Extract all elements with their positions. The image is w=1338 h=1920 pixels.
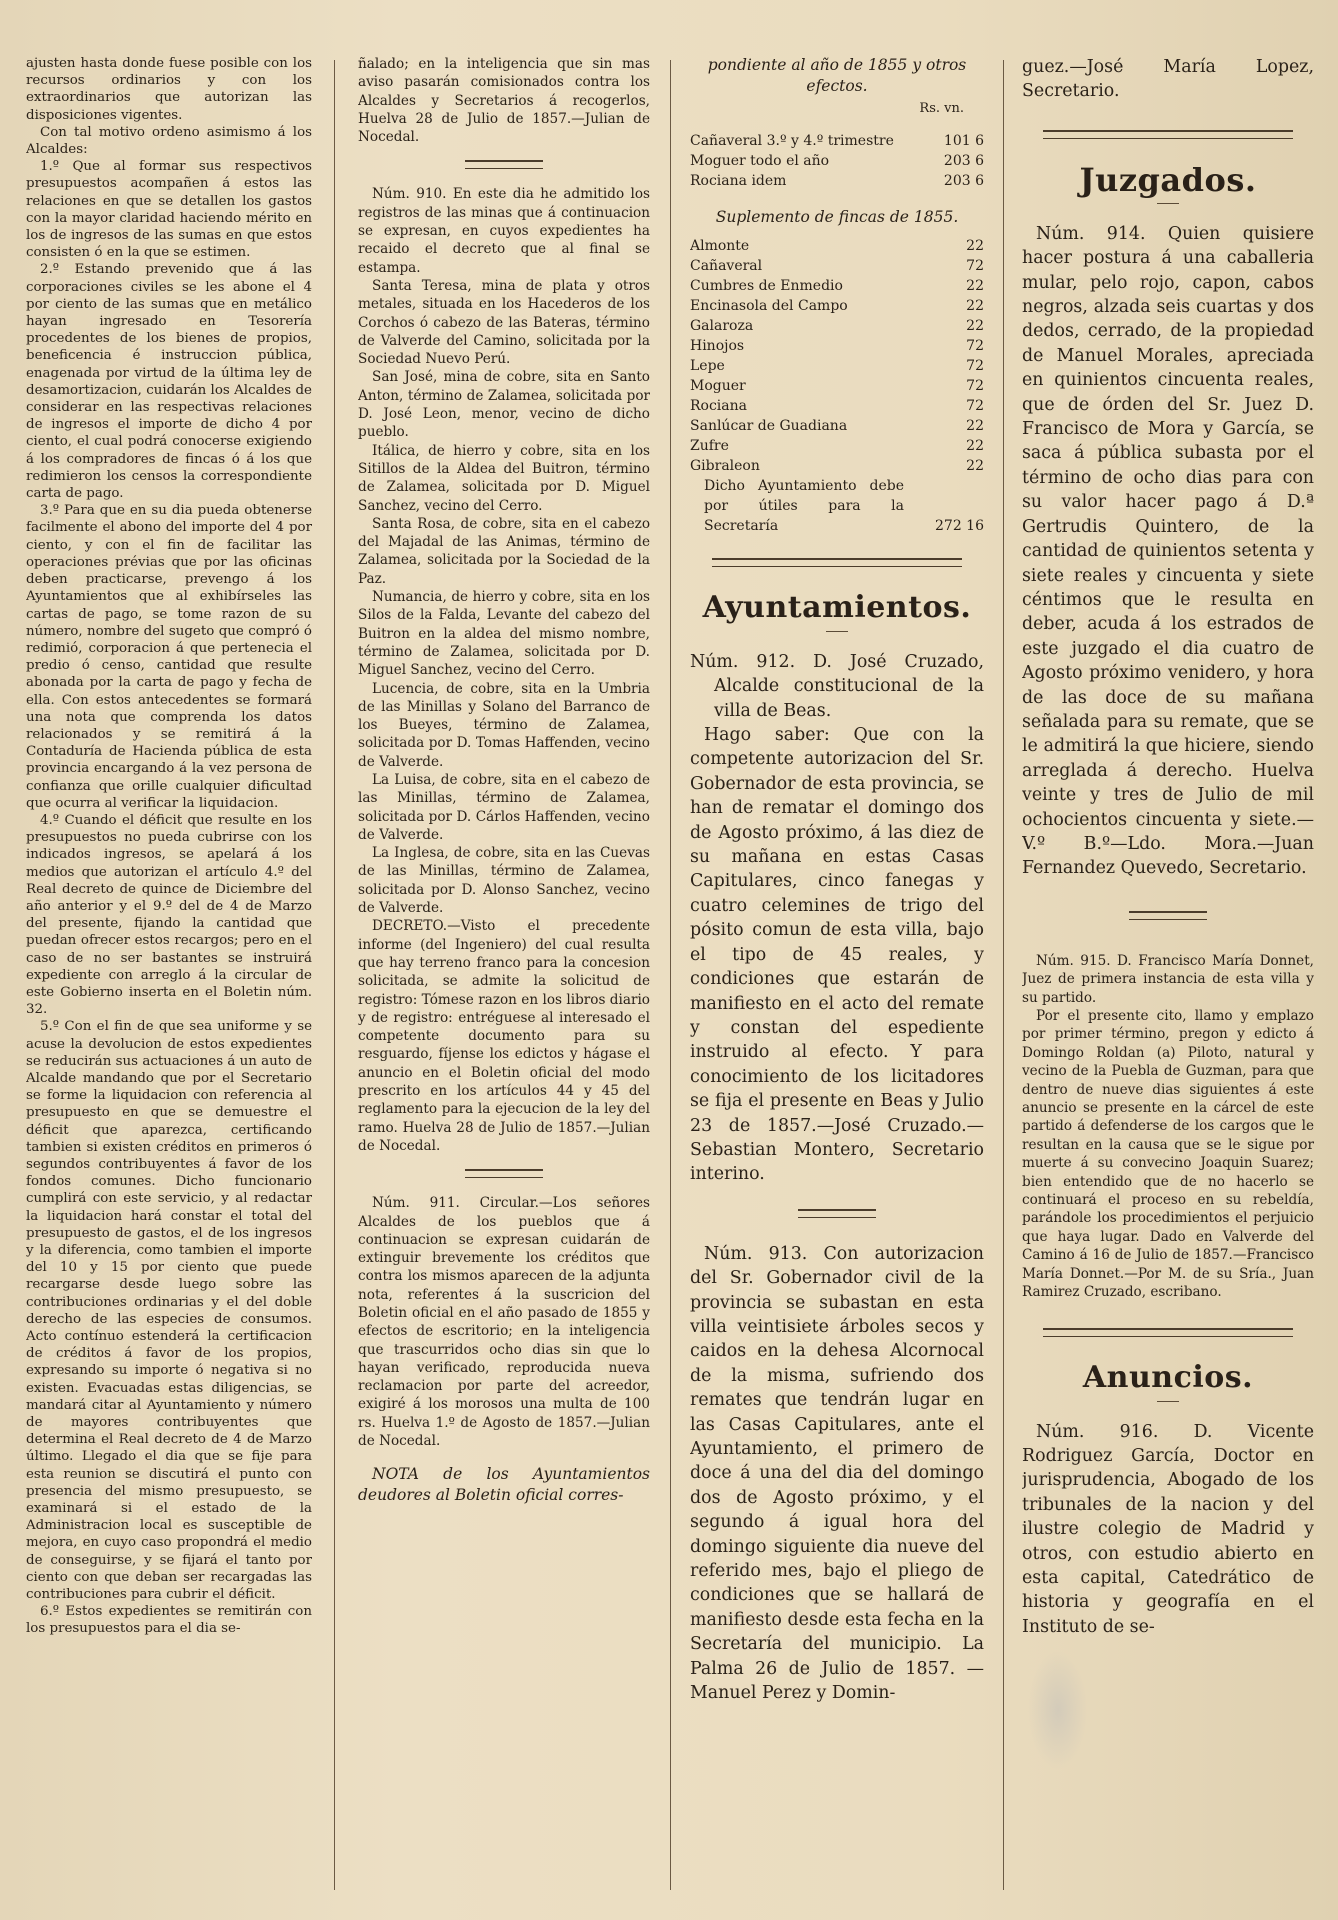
notice-912: Hago saber: Que con la competente autorizacion del Sr. Gobernador de esta provincia, se han de rematar el domingo dos de Agosto próximo, á las diez de su mañana en estas Casas Capitulares, cinco fanegas y cuatro celemines de trigo del pósito comun de esta villa, bajo el tipo de 45 reales, y condiciones que estarán de manifiesto en el acto del remate y constan del espediente instruido al efecto. Y para conocimiento de los licitadores se fija el presente en Beas y Julio 23 de 1857.—José Cruzado.—Sebastian Montero, Secretario interino. — [690, 725, 984, 1185]
row-value: 72 — [966, 257, 984, 274]
column-3 — [690, 55, 984, 1910]
table-row — [690, 336, 984, 356]
row-value: 22 — [966, 317, 984, 334]
notice-914: Núm. 914. Quien quisiere hacer postura á una caballeria mular, pelo rojo, capon, cabos negros, alzada seis cuartas y dos dedos, cerrado, de la propiedad de Manuel Morales, apreciada en quinientos cincuenta reales, que de órden del Sr. Juez D. Francisco de Mora y García, se saca á pública subasta por el término de ocho dias para con su valor hacer pago á D.ª Gertrudis Quintero, de la cantidad de quinientos setenta y siete reales y cincuenta y siete céntimos que le resulta en deber, acuda á los estrados de este juzgado el dia cuatro de Agosto próximo venidero, y hora de las doce de su mañana señalada para su remate, que se le admitirá la que hiciere, siendo arreglada á derecho. Huelva veinte y tres de Julio de mil ochocientos cincuenta y siete.—V.º B.º—Ldo. Mora.—Juan Fernandez Quevedo, Secretario. — [1022, 223, 1314, 879]
row-value: 203 6 — [943, 173, 984, 190]
row-name: Lepe — [690, 357, 725, 374]
separator — [1043, 1328, 1293, 1337]
paragraph: 2.º Estando prevenido que á las corporaciones civiles se les abone el 4 por ciento de las sumas que en metálico hayan ingresado en Tesorería procedentes de los bienes de propios, beneficencia é instruccion pública, enagenada por virtud de la última ley de desamortizacion, cuidarán los Alcaldes de considerar en las respectivas relaciones de ingresos el importe de dicho 4 por ciento, el cual podrá conocerse exigiendo á los compradores de fincas ó á los que redimieron los censos la correspondiente carta de pago. — [26, 262, 312, 502]
table-row — [690, 416, 984, 436]
paragraph: 5.º Con el fin de que sea uniforme y se acuse la devolucion de estos expedientes se reducirán sus actuaciones á un auto de Alcalde mandando que por el Secretario se forme la liquidacion con referencia al presupuesto en que se demuestre el déficit que aparezca, certificando tambien si existen créditos en primeros ó segundos contribuyentes á favor de los fondos comunes. Dicho funcionario cumplirá con este servicio, y al redactar la liquidacion hará constar el total del presupuesto de gastos, el de los ingresos y la diferencia, como tambien el importe del 10 y 15 por ciento que puede recargarse desde luego sobre las contribuciones ordinarias y el del doble derecho de las especies de consumos. Acto contínuo estenderá la certificacion de créditos á favor de los propios, expresando su importe ó negativa si no existen. Evacuadas estas diligencias, se mandará citar al Ayuntamiento y número de mayores contribuyentes que determina el Real decreto de 4 de Marzo último. Llegado el dia que se fije para esta reunion se discutirá el punto con presencia del mismo presupuesto, se examinará si el estado de la Administracion local es susceptible de mejora, en cuyo caso propondrá el medio de conseguirse, y se fijará el tanto por ciento con que deban ser recargadas las contribuciones para cubrir el déficit. — [26, 1019, 312, 1603]
separator — [798, 1209, 876, 1218]
row-value: 72 — [966, 337, 984, 354]
row-name: Cumbres de Enmedio — [690, 277, 843, 294]
column-2 — [358, 55, 650, 1910]
row-value: 22 — [966, 277, 984, 294]
column-4 — [1022, 55, 1314, 1910]
decreto: DECRETO.—Visto el precedente informe (del Ingeniero) del cual resulta que hay terreno franco para la concesion solicitada, se admite la solicitud de registro: Tómese razon en los libros diario y de registro: entréguese al interesado el competente documento para su resguardo, fíjense los edictos y hágase el anuncio en el Boletin oficial del modo prescrito en los artículos 44 y 45 del reglamento para la ejecucion de la ley del ramo. Huelva 28 de Julio de 1857.—Julian de Nocedal. — [358, 918, 650, 1154]
mine-entry: Numancia, de hierro y cobre, sita en los Silos de la Falda, Levante del cabezo del Buitron en la aldea del mismo nombre, término de Zalamea, solicitada por D. Miguel Sanchez, vecino del Cerro. — [358, 589, 650, 679]
row-name: Zufre — [690, 437, 729, 454]
row-name: Dicho Ayuntamiento debe por útiles para la Secretaría — [704, 477, 904, 534]
table-row — [690, 396, 984, 416]
table-row — [690, 316, 984, 336]
mine-entry: Santa Rosa, de cobre, sita en el cabezo del Majadal de las Animas, término de Zalamea, solicitada por la Sociedad de la Paz. — [358, 515, 650, 587]
paragraph: guez.—José María Lopez, Secretario. — [1022, 57, 1314, 102]
row-name: Moguer todo el año — [690, 153, 830, 170]
paragraph: ajusten hasta donde fuese posible con los recursos ordinarios y con los extraordinarios que autorizan las disposiciones vigentes. — [26, 56, 312, 123]
table-row — [690, 476, 984, 536]
debt-table — [690, 131, 984, 191]
paragraph: ñalado; en la inteligencia que sin mas aviso pasarán comisionados contra los Alcaldes y Secretarios á recogerlos, Huelva 28 de Julio de 1857.—Julian de Nocedal. — [358, 56, 650, 146]
table-row — [690, 256, 984, 276]
column-rule — [334, 60, 335, 1890]
supplement-table — [690, 236, 984, 536]
row-value: 72 — [966, 377, 984, 394]
row-name: Almonte — [690, 237, 750, 254]
row-value: 22 — [966, 437, 984, 454]
table-row — [690, 131, 984, 151]
mine-entry: San José, mina de cobre, sita en Santo Anton, término de Zalamea, solicitada por D. José Leon, menor, vecino de dicho pueblo. — [358, 369, 650, 441]
row-value: 203 6 — [943, 153, 984, 170]
table-row — [690, 151, 984, 171]
table-row — [690, 171, 984, 191]
subheading: Suplemento de fincas de 1855. — [715, 208, 959, 227]
heading-rule — [1157, 203, 1179, 204]
row-value: 272 16 — [935, 517, 984, 534]
column-rule — [1003, 60, 1004, 1890]
nota-continuation: pondiente al año de 1855 y otros efectos. — [707, 56, 967, 95]
row-name: Cañaveral — [690, 257, 763, 274]
heading-rule — [1157, 1401, 1179, 1402]
notice-915-header: Núm. 915. D. Francisco María Donnet, Juez de primera instancia de esta villa y su partido. — [1022, 952, 1314, 1006]
paper-stain — [1028, 1650, 1088, 1770]
currency-header: Rs. vn. — [919, 101, 964, 116]
paragraph: 4.º Cuando el déficit que resulte en los presupuestos no pueda cubrirse con los indicados ingresos, se apelará á los medios que autorizan el artículo 4.º del Real decreto de quince de Diciembre del año anterior y el 9.º del de 4 de Marzo del presente, fijando la cantidad que puedan ofrecer estos recargos; pero en el caso de no ser bastantes se instruirá expediente con arreglo á la circular de este Gobierno inserta en el Boletin núm. 32. — [26, 812, 312, 1018]
mine-entry: La Luisa, de cobre, sita en el cabezo de las Minillas, término de Zalamea, solicitada por D. Cárlos Haffenden, vecino de Valverde. — [358, 771, 650, 843]
row-name: Sanlúcar de Guadiana — [690, 417, 848, 434]
row-name: Cañaveral 3.º y 4.º trimestre — [690, 133, 894, 150]
row-name: Rociana — [690, 397, 747, 414]
table-row — [690, 356, 984, 376]
table-row — [690, 296, 984, 316]
paragraph: 6.º Estos expedientes se remitirán con los presupuestos para el dia se- — [26, 1604, 312, 1637]
table-row — [690, 436, 984, 456]
separator — [1043, 130, 1293, 139]
row-value: 22 — [966, 297, 984, 314]
row-name: Rociana idem — [690, 173, 787, 190]
notice-913: Núm. 913. Con autorizacion del Sr. Gobernador civil de la provincia se subastan en esta villa veintisiete árboles secos y caidos en la dehesa Alcornocal de la misma, sufriendo dos remates que tendrán lugar en las Casas Capitulares, ante el Ayuntamiento, el primero de doce á una del dia del domingo dos de Agosto próximo, y el segundo á igual hora del domingo siguiente dia nueve del referido mes, bajo el pliego de condiciones que se hallará de manifiesto desde esta fecha en la Secretaría del municipio. La Palma 26 de Julio de 1857. —Manuel Perez y Domin- — [690, 1243, 984, 1704]
table-row — [690, 276, 984, 296]
row-name: Galaroza — [690, 317, 754, 334]
paragraph: Con tal motivo ordeno asimismo á los Alcaldes: — [26, 124, 312, 158]
nota: NOTA de los Ayuntamientos deudores al Boletin oficial corres- — [358, 1465, 650, 1505]
row-name: Gibraleon — [690, 457, 760, 474]
row-name: Moguer — [690, 377, 746, 394]
mine-entry: Itálica, de hierro y cobre, sita en los Sitillos de la Aldea del Buitron, término de Zalamea, solicitada por D. Miguel Sanchez, vecino del Cerro. — [358, 442, 650, 514]
separator — [465, 160, 543, 169]
row-name: Encinasola del Campo — [690, 297, 848, 314]
mine-entry: La Inglesa, de cobre, sita en las Cuevas de las Minillas, término de Zalamea, solicitada por D. Alonso Sanchez, vecino de Valverde. — [358, 845, 650, 917]
paragraph: 1.º Que al formar sus respectivos presupuestos acompañen á estos las relaciones en que se detallen los gastos con la mayor claridad haciendo mérito en los de ingresos de las sumas en que estos consisten ó en la que se estimen. — [26, 159, 312, 261]
notice-915-block — [1022, 952, 1314, 1302]
section-heading: Anuncios. — [1082, 1359, 1254, 1395]
row-value: 22 — [966, 457, 984, 474]
separator — [465, 1169, 543, 1178]
separator — [712, 558, 962, 567]
column-1 — [26, 55, 312, 1910]
notice-912-header: Núm. 912. D. José Cruzado, Alcalde constitucional de la villa de Beas. — [690, 651, 984, 721]
notice-910: Núm. 910. En este dia he admitido los registros de las minas que á continuacion se expresan, en cuyos expedientes ha recaido el decreto que al final se estampa. — [358, 186, 650, 276]
section-heading: Ayuntamientos. — [702, 589, 972, 625]
notice-915: Por el presente cito, llamo y emplazo por primer término, pregon y edicto á Domingo Roldan (a) Piloto, natural y vecino de la Puebla de Guzman, para que dentro de nueve dias siguientes á este anuncio se presente en la cárcel de este partido á defenderse de los cargos que le resultan en la causa que se le sigue por muerte á su convecino Joaquin Suarez; bien entendido que de no hacerlo se continuará el proceso en su rebeldía, parándole los procedimientos el perjuicio que haya lugar. Dado en Valverde del Camino á 16 de Julio de 1857.—Francisco María Donnet.—Por M. de su Sría., Juan Ramirez Cruzado, escribano. — [1022, 1008, 1314, 1301]
notice-916: Núm. 916. D. Vicente Rodriguez García, Doctor en jurisprudencia, Abogado de los tribunales de la nacion y del ilustre colegio de Madrid y otros, con estudio abierto en esta capital, Catedrático de historia y geografía en el Instituto de se- — [1022, 1421, 1314, 1637]
paragraph: 3.º Para que en su dia pueda obtenerse facilmente el abono del importe del 4 por ciento, y con el fin de facilitar las operaciones prévias que por las oficinas deben practicarse, prevengo á los Ayuntamientos que al exhibírseles las cartas de pago, se tome razon de su número, nombre del sugeto que compró ó redimió, corporacion á que pertenecia el predio ó censo, cantidad que resulte abonada por la carta de pago y fecha de ella. Con estos antecedentes se formará una nota que comprenda los datos relacionados y se remitirá á la Contaduría de Hacienda pública de esta provincia encargando á la vez persona de confianza que orille cualquier dificultad que ocurra al verificar la liquidacion. — [26, 503, 312, 811]
row-value: 101 6 — [943, 133, 984, 150]
row-value: 22 — [966, 417, 984, 434]
row-value: 72 — [966, 357, 984, 374]
heading-rule — [826, 631, 848, 632]
separator — [1129, 911, 1207, 920]
mine-entry: Lucencia, de cobre, sita en la Umbria de las Minillas y Solano del Barranco de los Bueyes, término de Zalamea, solicitada por D. Tomas Haffenden, vecino de Valverde. — [358, 680, 650, 770]
mine-entry: Santa Teresa, mina de plata y otros metales, situada en los Hacederos de los Corchos ó cabezo de las Bateras, término de Valverde del Camino, solicitada por la Sociedad Nuevo Perú. — [358, 277, 650, 368]
column-rule — [670, 60, 671, 1890]
section-heading: Juzgados. — [1079, 160, 1257, 199]
table-row — [690, 236, 984, 256]
row-value: 22 — [966, 237, 984, 254]
table-row — [690, 376, 984, 396]
table-row — [690, 456, 984, 476]
notice-911: Núm. 911. Circular.—Los señores Alcaldes de los pueblos que á continuacion se expresan cuidarán de extinguir brevemente los créditos que contra los mismos aparecen de la adjunta nota, referentes á la suscricion del Boletin oficial en el año pasado de 1855 y efectos de escritorio; en la inteligencia que trascurridos ocho dias sin que lo hayan verificado, reproducida nueva reclamacion por parte del acreedor, exigiré á los morosos una multa de 100 rs. Huelva 1.º de Agosto de 1857.—Julian de Nocedal. — [358, 1195, 650, 1450]
row-value: 72 — [966, 397, 984, 414]
row-name: Hinojos — [690, 337, 745, 354]
